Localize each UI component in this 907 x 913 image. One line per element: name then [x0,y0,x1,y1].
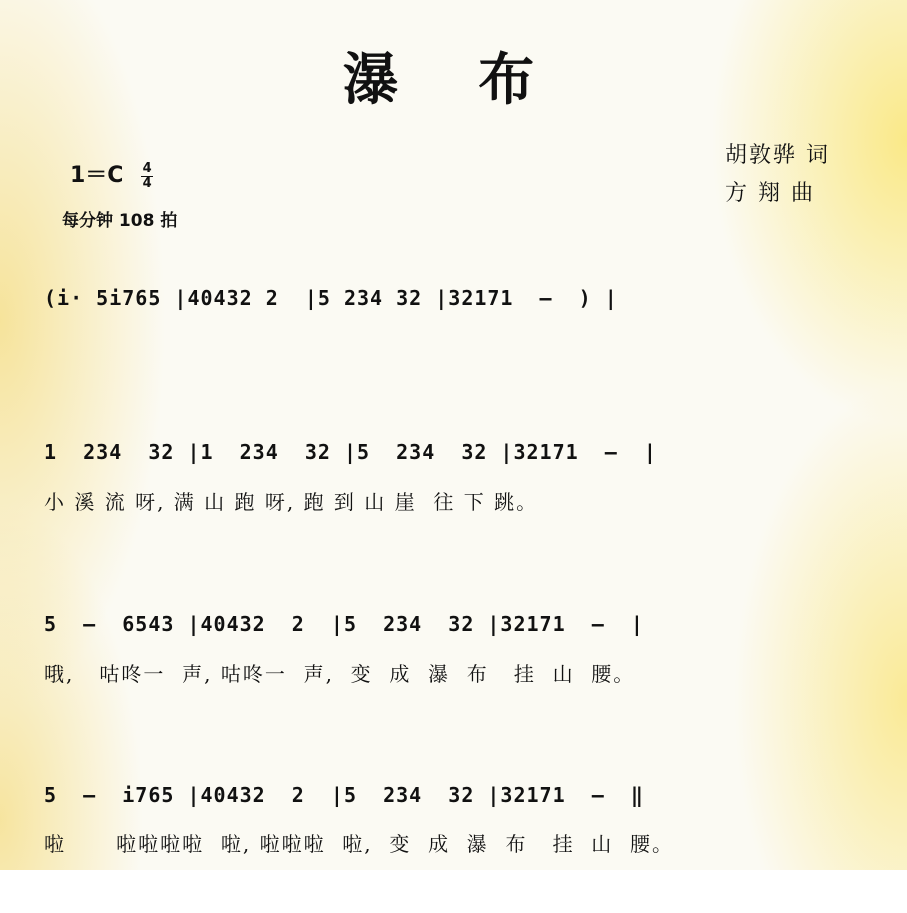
lyrics-line-2: 哦, 咕咚一 声, 咕咚一 声, 变 成 瀑 布 挂 山 腰。 [44,662,636,686]
time-signature-top: 4 [142,160,152,176]
time-signature-bottom: 4 [142,175,152,191]
song-title: 瀑 布 [342,48,565,113]
notation-line-2: 5 – 6543 |40432 2 |5 234 32 |32171 – | [44,612,644,636]
lyrics-line-3: 啦 啦啦啦啦 啦, 啦啦啦 啦, 变 成 瀑 布 挂 山 腰。 [44,832,675,856]
intro-notation: (i· 5i765 |40432 2 |5 234 32 |32171 – ) | [44,286,618,310]
key-label: 1＝C [70,163,124,188]
time-signature [141,160,153,191]
page-bottom-strip [0,870,907,913]
notation-line-1: 1 234 32 |1 234 32 |5 234 32 |32171 – | [44,440,657,464]
lyricist-credit: 胡敦骅 词 [725,143,830,168]
key-signature [70,158,153,190]
tempo-marking: 每分钟 108 拍 [62,211,178,231]
composer-credit: 方 翔 曲 [725,181,815,206]
notation-line-3: 5 – i765 |40432 2 |5 234 32 |32171 – ‖ [44,783,644,807]
lyrics-line-1: 小 溪 流 呀, 满 山 跑 呀, 跑 到 山 崖 往 下 跳。 [44,490,539,514]
